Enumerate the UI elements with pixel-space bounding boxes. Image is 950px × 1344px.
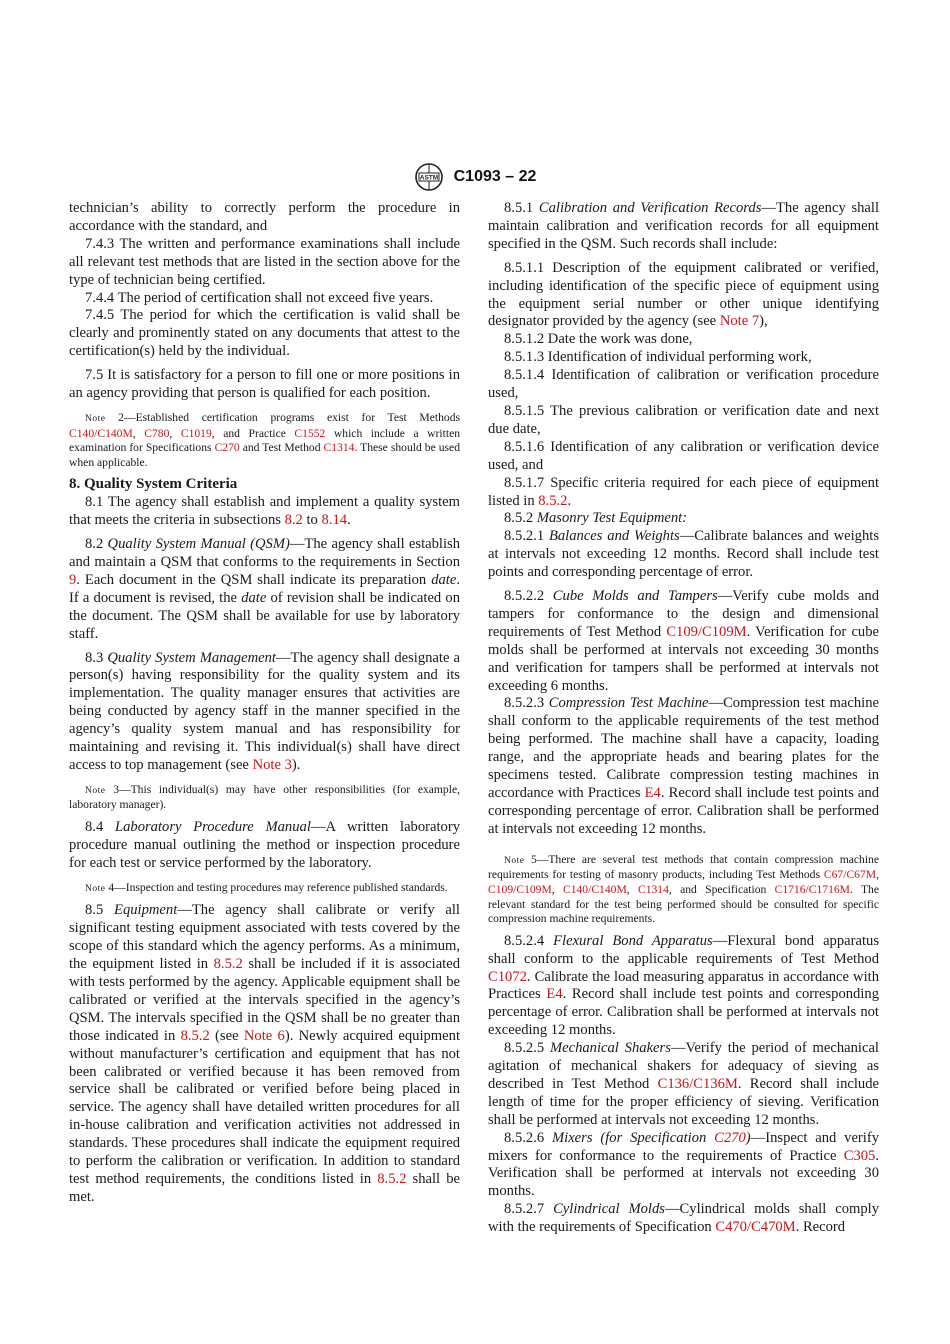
paragraph-7-5: 7.5 It is satisfactory for a person to fill one or more positions in an agency providing that person is qualified for each position.	[69, 367, 460, 402]
paragraph-8-4: 8.4 Laboratory Procedure Manual—A written laboratory procedure manual outlining the method or inspection procedure for each test or service performed by the laboratory.	[69, 819, 460, 871]
ref-link[interactable]: 8.14	[321, 512, 348, 529]
paragraph-8-5-1-5: 8.5.1.5 The previous calibration or verification date and next due date,	[488, 402, 879, 437]
section-heading-8: 8. Quality System Criteria	[69, 476, 238, 493]
paragraph-8-5-1-4: 8.5.1.4 Identification of calibration or verification procedure used,	[488, 367, 879, 402]
ref-link[interactable]: C1314	[637, 882, 669, 896]
ref-link[interactable]: C1019	[180, 426, 212, 440]
ref-link[interactable]: C270	[714, 1129, 746, 1146]
paragraph-7-4-4: 7.4.4 The period of certification shall not exceed five years.	[85, 289, 434, 306]
ref-link[interactable]: C109/C109M	[488, 882, 552, 896]
ref-link[interactable]: C136/C136M	[657, 1075, 738, 1092]
ref-link[interactable]: C140/C140M	[562, 882, 627, 896]
paragraph-8-5-1-3: 8.5.1.3 Identification of individual performing work,	[504, 349, 812, 366]
ref-link[interactable]: C1314	[323, 441, 355, 455]
paragraph-7-4-2-cont: technician’s ability to correctly perform the procedure in accordance with the standard, and	[69, 200, 460, 234]
paragraph-8-5-1-1: 8.5.1.1 Description of the equipment calibrated or verified, including identification of the specific piece of equipment using the equipment serial number or other unique identifying designator provided by the agency (see Note 7),	[488, 259, 879, 330]
paragraph-8-5-2-2: 8.5.2.2 Cube Molds and Tampers—Verify cube molds and tampers for conformance to the design and dimensional requirements of Test Method C109/C109M. Verification for cube molds shall be performed at intervals not exceeding 30 months and verification for tampers shall be performed at intervals not exceeding 6 months.	[488, 588, 879, 694]
ref-link[interactable]: Note 7	[719, 313, 760, 330]
ref-link[interactable]: C1072	[488, 968, 527, 985]
astm-logo	[414, 162, 444, 192]
ref-link[interactable]: C780	[144, 426, 170, 440]
ref-link[interactable]: 9	[69, 571, 77, 588]
paragraph-8-5: 8.5 Equipment—The agency shall calibrate or verify all significant testing equipment associated with tests covered by the scope of this standard which the agency performs. As a minimum, the equipment listed in 8.5.2 shall be included if it is associated with tests performed by the agency. Applicable equipment shall be calibrated or verified at the intervals specified in the agency’s QSM. The intervals specified in the QSM shall be no greater than those indicated in 8.5.2 (see Note 6). Newly acquired equipment without manufacturer’s certification and equipment that has not been calibrated or verified because it has been removed from service shall be calibrated or verified before being placed in service. The agency shall have detailed written procedures for all in-house calibration and verification activities not addressed in standards. These procedures shall indicate the equipment required to perform the calibration or verification. In addition to standard test method requirements, the conditions listed in 8.5.2 shall be met.	[69, 902, 460, 1205]
ref-link[interactable]: C1716/C1716M	[774, 882, 850, 896]
paragraph-8-5-2-1: 8.5.2.1 Balances and Weights—Calibrate balances and weights at intervals not exceeding 12 months. Record shall include test points and corresponding percentage of error.	[488, 528, 879, 581]
paragraph-7-4-3: 7.4.3 The written and performance examinations shall include all relevant test methods that are listed in the section above for the type of technician being certified.	[69, 235, 460, 288]
ref-link[interactable]: C270	[214, 441, 240, 455]
ref-link[interactable]: C67/C67M	[823, 868, 877, 882]
paragraph-7-4-5: 7.4.5 The period for which the certification is valid shall be clearly and prominently stated on any documents that attest to the certification(s) held by the individual.	[69, 307, 460, 360]
ref-link[interactable]: 8.5.2	[213, 956, 243, 973]
paragraph-8-5-2-3: 8.5.2.3 Compression Test Machine—Compression test machine shall conform to the applicable requirements of the test method being performed. The machine shall have a capacity, loading range, and the appropriate heads and bearing plates for the specimens tested. Calibrate compression testing machines in accordance with Practices E4. Record shall include test points and corresponding percentage of error. Calibration shall be performed at intervals not exceeding 12 months.	[488, 695, 879, 837]
note-5: Note 5—There are several test methods that contain compression machine requirements for testing of masonry products, including Test Methods C67/C67M, C109/C109M, C140/C140M, C1314, and Specification C1716/C1716M. The relevant standard for the test being performed should be consulted for specific compression machine requirements.	[488, 852, 879, 926]
ref-link[interactable]: 8.2	[284, 512, 303, 529]
svg-text:ASTM: ASTM	[419, 174, 438, 182]
standard-designation: C1093 – 22	[453, 168, 537, 185]
paragraph-8-5-1-2: 8.5.1.2 Date the work was done,	[504, 331, 693, 348]
ref-link[interactable]: C140/C140M	[69, 426, 133, 440]
left-column	[69, 200, 460, 1240]
right-column	[488, 200, 879, 1240]
ref-link[interactable]: 8.5.2	[538, 492, 568, 509]
note-3: Note 3—This individual(s) may have other responsibilities (for example, laboratory manager).	[69, 782, 460, 812]
paragraph-8-5-2-6: 8.5.2.6 Mixers (for Specification C270)—Inspect and verify mixers for conformance to the requirements of Practice C305. Verification shall be performed at intervals not exceeding 30 months.	[488, 1129, 879, 1200]
paragraph-8-5-2-5: 8.5.2.5 Mechanical Shakers—Verify the period of mechanical agitation of mechanical shakers for adequacy of sieving as described in Test Method C136/C136M. Record shall include length of time for the proper efficiency of sieving. Verification shall be performed at intervals not exceeding 12 months.	[488, 1040, 879, 1128]
paragraph-8-5-2-4: 8.5.2.4 Flexural Bond Apparatus—Flexural bond apparatus shall conform to the applicable requirements of Test Method C1072. Calibrate the load measuring apparatus in accordance with Practices E4. Record shall include test points and corresponding percentage of error. Calibration shall be performed at intervals not exceeding 12 months.	[488, 932, 879, 1039]
note-4: Note 4—Inspection and testing procedures may reference published standards.	[85, 880, 448, 894]
paragraph-8-1: 8.1 The agency shall establish and implement a quality system that meets the criteria in subsections 8.2 to 8.14.	[69, 494, 460, 529]
note-2: Note 2—Established certification programs exist for Test Methods C140/C140M, C780, C1019, and Practice C1552 which include a written examination for Specifications C270 and Test Method C1314. These should be used when applicable.	[69, 410, 460, 469]
paragraph-8-5-1: 8.5.1 Calibration and Verification Records—The agency shall maintain calibration and verification records for all equipment specified in the QSM. Such records shall include:	[488, 200, 879, 252]
ref-link[interactable]: C1552	[294, 426, 326, 440]
paragraph-8-5-2-7: 8.5.2.7 Cylindrical Molds—Cylindrical molds shall comply with the requirements of Specification C470/C470M. Record	[488, 1201, 879, 1236]
paragraph-8-5-2: 8.5.2 Masonry Test Equipment:	[504, 510, 688, 527]
ref-link[interactable]: 8.5.2	[377, 1170, 407, 1187]
ref-link[interactable]: 8.5.2	[180, 1027, 210, 1044]
ref-link[interactable]: E4	[644, 785, 661, 801]
page-header	[0, 162, 950, 192]
paragraph-8-5-1-6: 8.5.1.6 Identification of any calibration or verification device used, and	[488, 438, 879, 473]
paragraph-8-5-1-7: 8.5.1.7 Specific criteria required for each piece of equipment listed in 8.5.2.	[488, 474, 879, 509]
ref-link[interactable]: C109/C109M	[666, 623, 747, 640]
paragraph-8-3: 8.3 Quality System Management—The agency shall designate a person(s) having responsibility for the quality system and its implementation. The quality manager ensures that activities are being conducted by agency staff in the manner specified in the agency’s quality system manual and has responsibility for maintaining and revising it. This individual(s) shall have direct access to top management (see Note 3).	[69, 649, 460, 773]
ref-link[interactable]: C470/C470M	[715, 1219, 796, 1236]
ref-link[interactable]: Note 6	[243, 1027, 285, 1044]
paragraph-8-2: 8.2 Quality System Manual (QSM)—The agency shall establish and maintain a QSM that conforms to the requirements in Section 9. Each document in the QSM shall indicate its preparation date. If a document is revised, the date of revision shall be indicated on the document. The QSM shall be available for use by laboratory staff.	[69, 536, 460, 642]
ref-link[interactable]: Note 3	[252, 756, 292, 773]
ref-link[interactable]: C305	[843, 1147, 876, 1164]
ref-link[interactable]: E4	[546, 986, 563, 1003]
